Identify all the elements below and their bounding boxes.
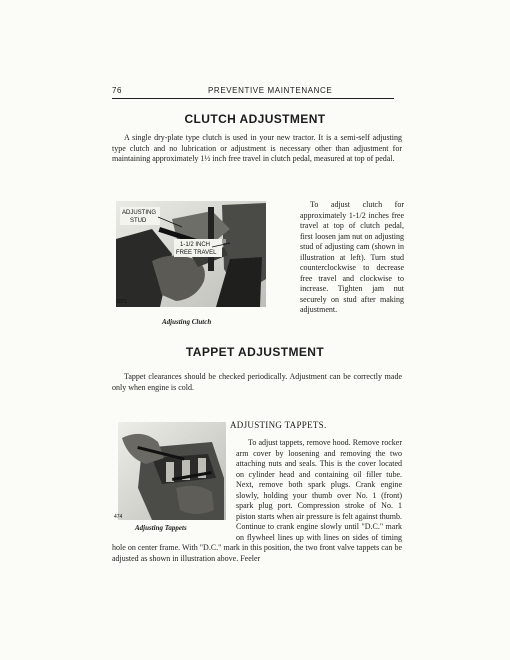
tappet-subheading: ADJUSTING TAPPETS. <box>230 420 327 430</box>
clutch-intro-paragraph: A single dry-plate type clutch is used in your new tractor. It is a semi-self adjusting type clutch and no lubrication or adjustment is necessary other than adjustment for maintaining approximately 1½ inch free travel in clutch pedal, measured at top of pedal. <box>112 133 402 163</box>
running-head-section: PREVENTIVE MAINTENANCE <box>208 86 333 95</box>
tappet-photo-mark: 474 <box>114 514 123 520</box>
callout-adjusting-stud-line1: ADJUSTING <box>122 210 157 216</box>
tappet-photo-spacer <box>112 438 230 536</box>
page-number: 76 <box>112 86 123 95</box>
tappet-heading: TAPPET ADJUSTMENT <box>185 345 325 359</box>
clutch-side-paragraph: To adjust clutch for approximately 1-1/2 inches free travel at top of clutch pedal, first loosen jam nut on adjusting stud of adjusting cam (shown in illustration at left). Turn stud counterclockwise to decrease free travel and clockwise to increase. Tighten jam nut securely on stud after making adjustment. <box>300 200 404 314</box>
clutch-photo-graphic <box>112 199 270 311</box>
tappet-caption: Adjusting Tappets <box>135 524 187 532</box>
tappet-body-paragraph <box>112 438 402 564</box>
tappet-body-text: To adjust tappets, remove hood. Remove rocker arm cover by loosening and removing the two attaching nuts and seals. This is the cover located on cylinder head and containing oil filler tube. Next, remove both spark plugs. Crank engine slowly, holding your thumb over No. 1 (front) spark plug port. Compression stroke of No. 1 piston starts when air pressure is felt against thumb. Continue to crank engine slowly until "D.C." mark on flywheel lines up with lines on sides of timing hole on center frame. With "D.C." mark in this position, the two front valve tappets can be adjusted as shown in illustration above. Feeler <box>112 438 402 563</box>
callout-free-travel-line2: FREE TRAVEL <box>176 250 217 256</box>
clutch-photo-mark: 2071 <box>116 299 128 305</box>
clutch-photo <box>112 199 270 311</box>
tappet-intro-paragraph: Tappet clearances should be checked periodically. Adjustment can be correctly made only when engine is cold. <box>112 372 402 392</box>
callout-adjusting-stud-line2: STUD <box>130 218 147 224</box>
clutch-heading: CLUTCH ADJUSTMENT <box>184 112 326 126</box>
running-head <box>112 86 394 99</box>
callout-free-travel-line1: 1-1/2 INCH <box>180 242 211 248</box>
clutch-caption: Adjusting Clutch <box>162 318 212 326</box>
